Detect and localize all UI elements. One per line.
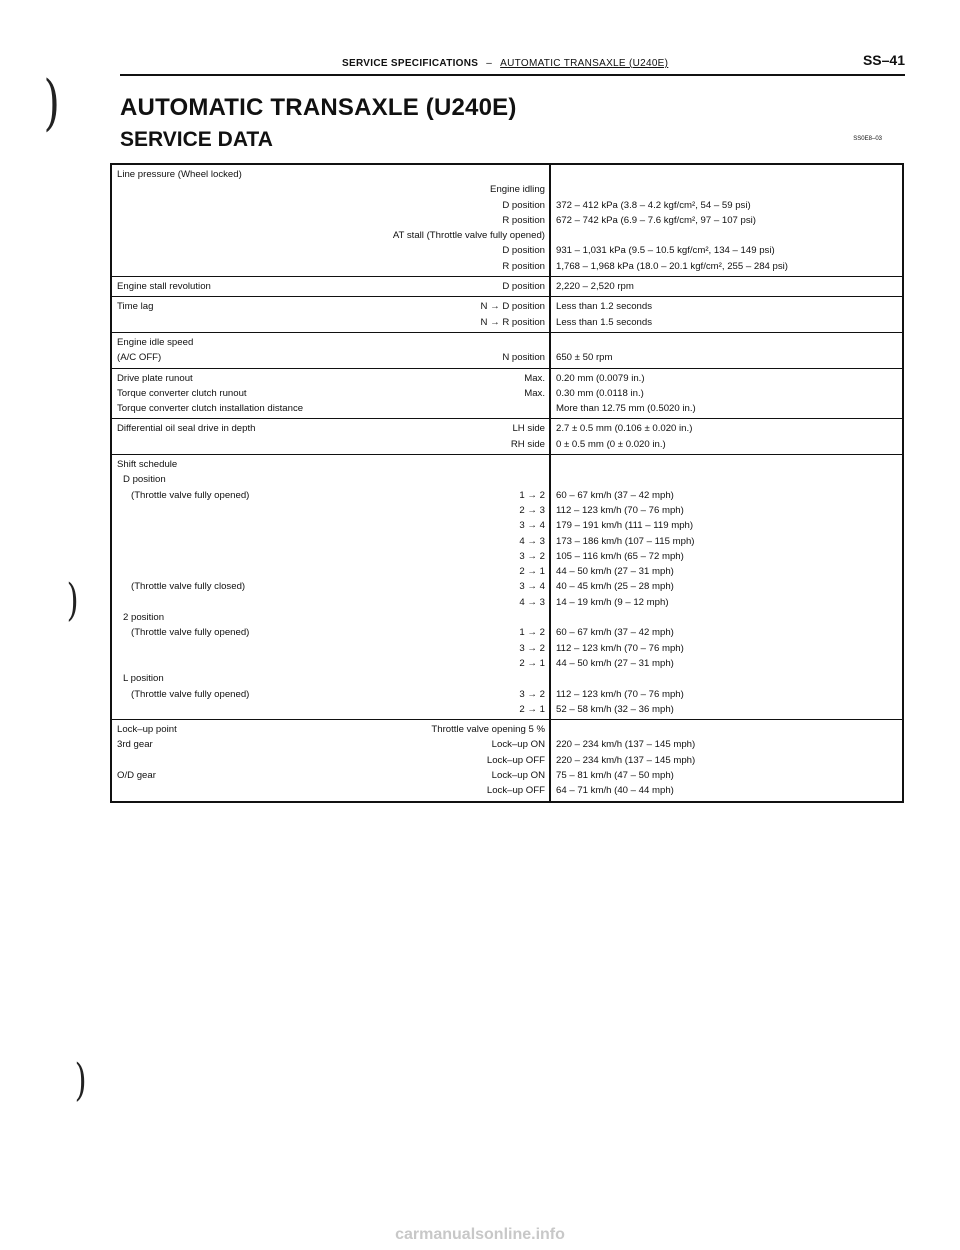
spec-item-cell bbox=[111, 297, 550, 333]
spec-row bbox=[117, 610, 545, 625]
spec-value: 0 ± 0.5 mm (0 ± 0.020 in.) bbox=[556, 438, 666, 450]
spec-value bbox=[556, 671, 898, 686]
spec-row bbox=[117, 371, 545, 386]
spec-value-cell bbox=[550, 297, 903, 333]
spec-item-label: Engine idle speed bbox=[117, 336, 194, 348]
spec-value: 0.20 mm (0.0079 in.) bbox=[556, 372, 645, 384]
spec-value: 60 – 67 km/h (37 – 42 mph) bbox=[556, 627, 674, 639]
spec-value: 60 – 67 km/h (37 – 42 mph) bbox=[556, 489, 674, 501]
spec-item-cell bbox=[111, 164, 550, 277]
spec-condition-label: Throttle valve opening 5 % bbox=[431, 724, 545, 736]
spec-value: 1,768 – 1,968 kPa (18.0 – 20.1 kgf/cm², 255 – 284 psi) bbox=[556, 260, 788, 272]
spec-group bbox=[111, 277, 903, 297]
spec-row bbox=[117, 737, 545, 752]
spec-row bbox=[117, 549, 545, 564]
spec-row bbox=[117, 279, 545, 294]
spec-item-cell bbox=[111, 455, 550, 720]
spec-condition-label: Lock–up ON bbox=[491, 769, 545, 781]
spec-value: 112 – 123 km/h (70 – 76 mph) bbox=[556, 688, 684, 700]
spec-row bbox=[117, 182, 545, 197]
spec-value: 220 – 234 km/h (137 – 145 mph) bbox=[556, 754, 696, 766]
spec-value: 112 – 123 km/h (70 – 76 mph) bbox=[556, 504, 684, 516]
spec-value: 931 – 1,031 kPa (9.5 – 10.5 kgf/cm², 134 – 149 psi) bbox=[556, 245, 775, 257]
spec-item-label: Drive plate runout bbox=[117, 372, 193, 384]
spec-row bbox=[117, 625, 545, 640]
spec-item-label bbox=[117, 549, 519, 564]
spec-value: 44 – 50 km/h (27 – 31 mph) bbox=[556, 657, 674, 669]
section-title: SERVICE DATA bbox=[120, 128, 273, 151]
spec-row bbox=[117, 687, 545, 702]
spec-item-label bbox=[117, 564, 519, 579]
spec-condition-label: RH side bbox=[510, 438, 545, 450]
spec-item-label: (A/C OFF) bbox=[117, 352, 162, 364]
spec-item-label: (Throttle valve fully closed) bbox=[131, 581, 246, 593]
spec-value-cell bbox=[550, 720, 903, 802]
spec-row bbox=[117, 386, 545, 401]
spec-group bbox=[111, 332, 903, 368]
spec-condition-label: 4 → 3 bbox=[519, 596, 545, 608]
spec-item-label: L position bbox=[123, 673, 164, 685]
spec-value: 75 – 81 km/h (47 – 50 mph) bbox=[556, 769, 674, 781]
spec-condition-label: 1 → 2 bbox=[519, 627, 545, 639]
spec-item-label bbox=[117, 198, 502, 213]
spec-item-label: Torque converter clutch installation distance bbox=[117, 403, 304, 415]
spec-row bbox=[117, 722, 545, 737]
spec-row bbox=[117, 259, 545, 274]
spec-row bbox=[117, 213, 545, 228]
spec-row bbox=[117, 437, 545, 452]
spec-item-label bbox=[117, 518, 519, 533]
spec-value: 14 – 19 km/h (9 – 12 mph) bbox=[556, 596, 669, 608]
spec-row bbox=[117, 564, 545, 579]
spec-condition-label: 3 → 4 bbox=[519, 520, 545, 532]
spec-item-cell bbox=[111, 368, 550, 419]
spec-row bbox=[117, 488, 545, 503]
spec-group bbox=[111, 720, 903, 802]
spec-item-cell bbox=[111, 332, 550, 368]
spec-row bbox=[117, 167, 545, 182]
spec-value: 672 – 742 kPa (6.9 – 7.6 kgf/cm², 97 – 107 psi) bbox=[556, 214, 756, 226]
spec-value: 112 – 123 km/h (70 – 76 mph) bbox=[556, 642, 684, 654]
spec-condition-label: 2 → 1 bbox=[519, 566, 545, 578]
spec-item-label: Shift schedule bbox=[117, 459, 178, 471]
spec-condition-label: R position bbox=[502, 260, 545, 272]
spec-condition-label: 2 → 1 bbox=[519, 703, 545, 715]
spec-group bbox=[111, 419, 903, 455]
spec-item-label bbox=[117, 534, 519, 549]
spec-item-label: Lock–up point bbox=[117, 724, 177, 736]
page-number: SS–41 bbox=[862, 52, 905, 68]
spec-condition-label: N → R position bbox=[480, 316, 545, 328]
spec-row bbox=[117, 503, 545, 518]
spec-value bbox=[556, 335, 898, 350]
spec-item-label: O/D gear bbox=[117, 769, 156, 781]
spec-value-cell bbox=[550, 277, 903, 297]
spec-row bbox=[117, 401, 545, 416]
spec-item-label bbox=[117, 656, 519, 671]
spec-item-cell bbox=[111, 277, 550, 297]
spec-value: 179 – 191 km/h (111 – 119 mph) bbox=[556, 520, 694, 532]
spec-condition-label: N → D position bbox=[480, 301, 545, 313]
spec-value: 105 – 116 km/h (65 – 72 mph) bbox=[556, 550, 684, 562]
spec-row bbox=[117, 518, 545, 533]
spec-value: 40 – 45 km/h (25 – 28 mph) bbox=[556, 581, 674, 593]
spec-condition-label: D position bbox=[502, 245, 545, 257]
spec-condition-label: 3 → 4 bbox=[519, 581, 545, 593]
spec-item-label: (Throttle valve fully opened) bbox=[131, 688, 250, 700]
spec-condition-label: R position bbox=[502, 214, 545, 226]
spec-item-label bbox=[117, 228, 393, 243]
spec-value: 173 – 186 km/h (107 – 115 mph) bbox=[556, 535, 695, 547]
spec-item-label: D position bbox=[123, 474, 166, 486]
binder-hole-mark: ) bbox=[43, 68, 60, 138]
spec-row bbox=[117, 299, 545, 314]
spec-item-label bbox=[117, 753, 487, 768]
spec-row bbox=[117, 671, 545, 686]
spec-condition-label: Lock–up ON bbox=[491, 739, 545, 751]
spec-row bbox=[117, 472, 545, 487]
spec-value: 650 ± 50 rpm bbox=[556, 352, 613, 364]
page-title: AUTOMATIC TRANSAXLE (U240E) bbox=[120, 94, 517, 121]
header-separator: – bbox=[486, 58, 493, 69]
spec-value-cell bbox=[550, 455, 903, 720]
spec-item-label: Engine stall revolution bbox=[117, 281, 211, 293]
header-section: AUTOMATIC TRANSAXLE (U240E) bbox=[500, 58, 669, 69]
spec-condition-label: 3 → 2 bbox=[519, 688, 545, 700]
spec-row bbox=[117, 753, 545, 768]
spec-condition-label: Max. bbox=[524, 387, 545, 399]
spec-value: 64 – 71 km/h (40 – 44 mph) bbox=[556, 785, 674, 797]
spec-item-label bbox=[117, 315, 480, 330]
spec-item-label: Line pressure (Wheel locked) bbox=[117, 169, 242, 180]
service-data-table bbox=[110, 163, 904, 803]
spec-item-label: (Throttle valve fully opened) bbox=[131, 627, 250, 639]
spec-group bbox=[111, 455, 903, 720]
spec-value bbox=[556, 167, 898, 182]
spec-condition-label: 3 → 2 bbox=[519, 550, 545, 562]
spec-condition-label: 1 → 2 bbox=[519, 489, 545, 501]
spec-value bbox=[556, 182, 898, 197]
spec-condition-label: Lock–up OFF bbox=[486, 785, 545, 797]
spec-item-label: Torque converter clutch runout bbox=[117, 387, 247, 399]
spec-value: 0.30 mm (0.0118 in.) bbox=[556, 387, 644, 399]
spec-condition-label: Lock–up OFF bbox=[486, 754, 545, 766]
spec-group bbox=[111, 368, 903, 419]
spec-condition-label: LH side bbox=[512, 423, 545, 435]
spec-item-label bbox=[117, 437, 511, 452]
document-code: SS0E8–03 bbox=[853, 136, 882, 142]
spec-row bbox=[117, 335, 545, 350]
spec-condition-label: D position bbox=[502, 199, 545, 211]
spec-value bbox=[556, 722, 898, 737]
spec-row bbox=[117, 595, 545, 610]
spec-item-label bbox=[117, 503, 519, 518]
spec-row bbox=[117, 198, 545, 213]
spec-item-label bbox=[117, 641, 519, 656]
spec-row bbox=[117, 350, 545, 365]
spec-item-label bbox=[117, 259, 502, 274]
binder-hole-mark: ) bbox=[66, 575, 79, 626]
running-header bbox=[342, 58, 668, 69]
spec-condition-label: 4 → 3 bbox=[519, 535, 545, 547]
spec-value: More than 12.75 mm (0.5020 in.) bbox=[556, 403, 696, 415]
watermark: carmanualsonline.info bbox=[395, 1226, 565, 1243]
spec-row bbox=[117, 315, 545, 330]
spec-item-label: 2 position bbox=[123, 612, 165, 624]
spec-value: 220 – 234 km/h (137 – 145 mph) bbox=[556, 739, 696, 751]
spec-condition-label: AT stall (Throttle valve fully opened) bbox=[392, 230, 545, 242]
spec-item-label: Differential oil seal drive in depth bbox=[117, 423, 256, 435]
spec-row bbox=[117, 228, 545, 243]
spec-condition-label: N position bbox=[502, 352, 545, 364]
spec-row bbox=[117, 457, 545, 472]
spec-value: 372 – 412 kPa (3.8 – 4.2 kgf/cm², 54 – 59 psi) bbox=[556, 199, 751, 211]
spec-value bbox=[556, 457, 898, 472]
spec-row bbox=[117, 243, 545, 258]
spec-row bbox=[117, 641, 545, 656]
spec-value: 44 – 50 km/h (27 – 31 mph) bbox=[556, 566, 674, 578]
spec-value bbox=[556, 472, 898, 487]
spec-value-cell bbox=[550, 332, 903, 368]
spec-condition-label: 2 → 1 bbox=[519, 657, 545, 669]
spec-value: Less than 1.2 seconds bbox=[556, 301, 653, 313]
spec-item-label bbox=[117, 182, 490, 197]
spec-item-label bbox=[117, 595, 519, 610]
spec-value: Less than 1.5 seconds bbox=[556, 316, 653, 328]
spec-row bbox=[117, 421, 545, 436]
spec-value-cell bbox=[550, 164, 903, 277]
spec-item-label: 3rd gear bbox=[117, 739, 153, 751]
spec-value: 2.7 ± 0.5 mm (0.106 ± 0.020 in.) bbox=[556, 423, 693, 435]
spec-row bbox=[117, 783, 545, 798]
spec-condition-label: 3 → 2 bbox=[519, 642, 545, 654]
spec-value bbox=[556, 228, 898, 243]
spec-condition-label: 2 → 3 bbox=[519, 504, 545, 516]
spec-row bbox=[117, 768, 545, 783]
spec-item-label: (Throttle valve fully opened) bbox=[131, 489, 250, 501]
spec-item-label bbox=[117, 213, 502, 228]
spec-condition-label: Engine idling bbox=[490, 184, 545, 196]
spec-group bbox=[111, 164, 903, 277]
spec-row bbox=[117, 702, 545, 717]
spec-value-cell bbox=[550, 368, 903, 419]
spec-condition-label: D position bbox=[502, 281, 545, 293]
spec-row bbox=[117, 534, 545, 549]
spec-row bbox=[117, 579, 545, 594]
spec-item-label bbox=[117, 702, 519, 717]
spec-item-label: Time lag bbox=[117, 301, 154, 313]
spec-value: 2,220 – 2,520 rpm bbox=[556, 281, 634, 293]
page-header bbox=[120, 50, 905, 76]
spec-item-label bbox=[117, 783, 487, 798]
spec-value: 52 – 58 km/h (32 – 36 mph) bbox=[556, 703, 674, 715]
header-rule bbox=[120, 74, 905, 76]
spec-condition-label: Max. bbox=[524, 372, 545, 384]
spec-item-cell bbox=[111, 720, 550, 802]
binder-hole-mark: ) bbox=[74, 1055, 87, 1106]
spec-row bbox=[117, 656, 545, 671]
spec-item-label bbox=[117, 243, 502, 258]
spec-item-cell bbox=[111, 419, 550, 455]
header-left: SERVICE SPECIFICATIONS bbox=[342, 58, 479, 69]
spec-value bbox=[556, 610, 898, 625]
spec-group bbox=[111, 297, 903, 333]
spec-value-cell bbox=[550, 419, 903, 455]
